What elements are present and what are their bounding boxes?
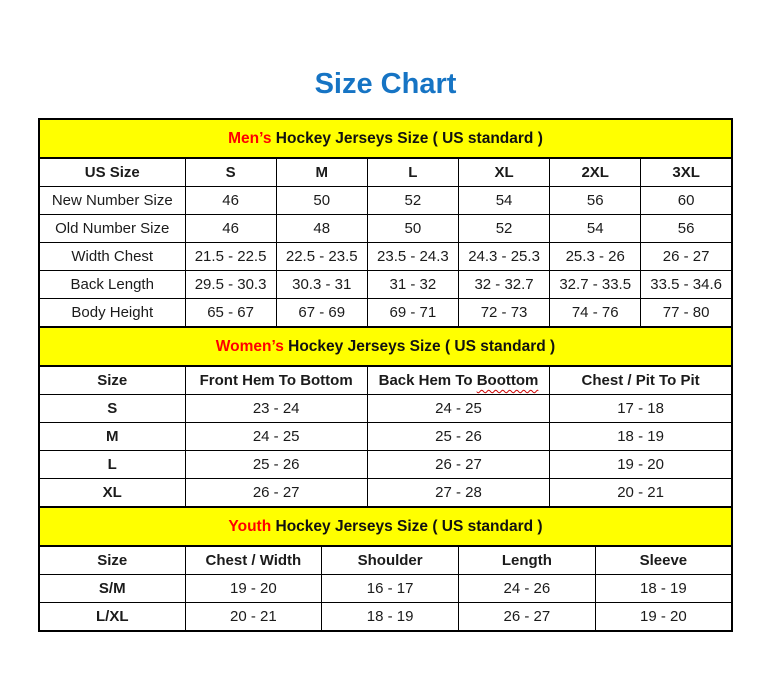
womens-banner-row [39,327,732,366]
womens-row-label: M [39,423,185,451]
womens-row-m [39,423,732,451]
womens-size-table [38,326,733,508]
womens-cell-m-back-hem-to-boottom: 25 - 26 [367,423,549,451]
womens-cell-m-chest-pit-to-pit: 18 - 19 [550,423,732,451]
mens-cell-body-height-3xl: 77 - 80 [641,299,732,328]
womens-cell-l-front-hem-to-bottom: 25 - 26 [185,451,367,479]
youth-cell-l-xl-sleeve: 19 - 20 [595,603,732,632]
youth-cell-s-m-length: 24 - 26 [459,575,596,603]
womens-cell-m-front-hem-to-bottom: 24 - 25 [185,423,367,451]
youth-header-row [39,546,732,575]
mens-banner-row [39,119,732,158]
youth-size-table [38,506,733,632]
mens-row-label: Body Height [39,299,185,328]
womens-row-label: L [39,451,185,479]
mens-col-2xl: 2XL [550,158,641,187]
womens-cell-xl-chest-pit-to-pit: 20 - 21 [550,479,732,508]
womens-row-label: S [39,395,185,423]
page-title: Size Chart [314,68,457,100]
misspelled-word: Boottom [476,372,539,389]
youth-col-length: Length [459,546,596,575]
womens-banner: Women’s Hockey Jerseys Size ( US standard ) [39,327,732,366]
youth-cell-l-xl-shoulder: 18 - 19 [322,603,459,632]
mens-col-s: S [185,158,276,187]
mens-cell-old-number-size-xl: 52 [458,215,549,243]
womens-col-size: Size [39,366,185,395]
womens-header-row [39,366,732,395]
mens-cell-body-height-l: 69 - 71 [367,299,458,328]
mens-cell-old-number-size-s: 46 [185,215,276,243]
mens-cell-back-length-2xl: 32.7 - 33.5 [550,271,641,299]
mens-row-back-length [39,271,732,299]
mens-cell-old-number-size-l: 50 [367,215,458,243]
mens-row-label: Back Length [39,271,185,299]
mens-cell-width-chest-xl: 24.3 - 25.3 [458,243,549,271]
mens-cell-back-length-l: 31 - 32 [367,271,458,299]
mens-col-us-size: US Size [39,158,185,187]
mens-cell-new-number-size-xl: 54 [458,187,549,215]
mens-cell-body-height-s: 65 - 67 [185,299,276,328]
youth-cell-l-xl-chest-width: 20 - 21 [185,603,322,632]
womens-row-l [39,451,732,479]
mens-cell-new-number-size-l: 52 [367,187,458,215]
mens-row-label: New Number Size [39,187,185,215]
womens-col-back-hem-to-boottom: Back Hem To Boottom [367,366,549,395]
youth-col-chest-width: Chest / Width [185,546,322,575]
youth-cell-s-m-chest-width: 19 - 20 [185,575,322,603]
mens-cell-new-number-size-2xl: 56 [550,187,641,215]
mens-cell-back-length-3xl: 33.5 - 34.6 [641,271,732,299]
youth-row-l-xl [39,603,732,632]
womens-cell-xl-back-hem-to-boottom: 27 - 28 [367,479,549,508]
mens-row-width-chest [39,243,732,271]
mens-cell-width-chest-m: 22.5 - 23.5 [276,243,367,271]
mens-cell-back-length-s: 29.5 - 30.3 [185,271,276,299]
mens-cell-body-height-m: 67 - 69 [276,299,367,328]
youth-banner-row [39,507,732,546]
mens-col-l: L [367,158,458,187]
youth-banner: Youth Hockey Jerseys Size ( US standard ) [39,507,732,546]
mens-col-xl: XL [458,158,549,187]
mens-cell-old-number-size-3xl: 56 [641,215,732,243]
mens-cell-width-chest-s: 21.5 - 22.5 [185,243,276,271]
womens-cell-s-back-hem-to-boottom: 24 - 25 [367,395,549,423]
mens-cell-width-chest-3xl: 26 - 27 [641,243,732,271]
mens-cell-width-chest-2xl: 25.3 - 26 [550,243,641,271]
mens-row-body-height [39,299,732,328]
youth-cell-s-m-shoulder: 16 - 17 [322,575,459,603]
mens-cell-new-number-size-s: 46 [185,187,276,215]
womens-row-label: XL [39,479,185,508]
womens-col-chest-pit-to-pit: Chest / Pit To Pit [550,366,732,395]
womens-row-xl [39,479,732,508]
womens-cell-xl-front-hem-to-bottom: 26 - 27 [185,479,367,508]
mens-cell-back-length-xl: 32 - 32.7 [458,271,549,299]
womens-cell-l-back-hem-to-boottom: 26 - 27 [367,451,549,479]
youth-cell-s-m-sleeve: 18 - 19 [595,575,732,603]
mens-cell-body-height-2xl: 74 - 76 [550,299,641,328]
mens-cell-old-number-size-2xl: 54 [550,215,641,243]
mens-row-new-number-size [39,187,732,215]
mens-banner: Men’s Hockey Jerseys Size ( US standard ) [39,119,732,158]
mens-row-label: Width Chest [39,243,185,271]
youth-row-label: L/XL [39,603,185,632]
womens-cell-s-front-hem-to-bottom: 23 - 24 [185,395,367,423]
mens-row-old-number-size [39,215,732,243]
youth-col-sleeve: Sleeve [595,546,732,575]
mens-col-m: M [276,158,367,187]
womens-col-front-hem-to-bottom: Front Hem To Bottom [185,366,367,395]
youth-col-shoulder: Shoulder [322,546,459,575]
mens-size-table [38,118,733,328]
womens-row-s [39,395,732,423]
mens-cell-new-number-size-3xl: 60 [641,187,732,215]
youth-row-s-m [39,575,732,603]
mens-header-row [39,158,732,187]
mens-cell-new-number-size-m: 50 [276,187,367,215]
youth-col-size: Size [39,546,185,575]
mens-banner-highlight: Men’s [228,129,272,147]
mens-col-3xl: 3XL [641,158,732,187]
youth-row-label: S/M [39,575,185,603]
womens-cell-l-chest-pit-to-pit: 19 - 20 [550,451,732,479]
womens-banner-highlight: Women’s [215,337,284,355]
youth-cell-l-xl-length: 26 - 27 [459,603,596,632]
mens-cell-body-height-xl: 72 - 73 [458,299,549,328]
mens-row-label: Old Number Size [39,215,185,243]
youth-banner-highlight: Youth [228,517,272,535]
mens-cell-back-length-m: 30.3 - 31 [276,271,367,299]
mens-cell-old-number-size-m: 48 [276,215,367,243]
size-tables [38,118,733,632]
mens-cell-width-chest-l: 23.5 - 24.3 [367,243,458,271]
womens-cell-s-chest-pit-to-pit: 17 - 18 [550,395,732,423]
